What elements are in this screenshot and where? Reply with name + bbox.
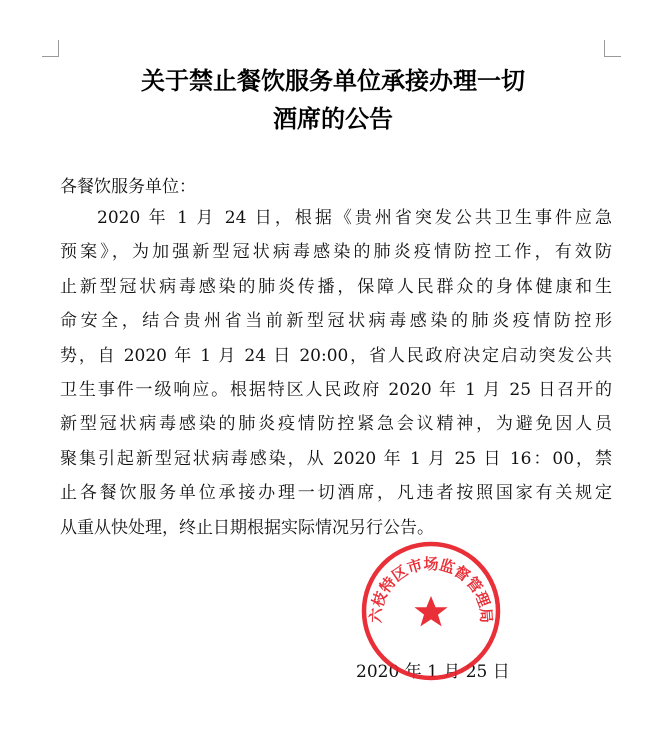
official-seal — [360, 540, 502, 682]
title-line-1: 关于禁止餐饮服务单位承接办理一切 — [141, 67, 525, 95]
notice-body — [60, 203, 612, 547]
body-line-7: 新型冠状病毒感染的肺炎疫情防控紧急会议精神，为避免因人员 — [60, 414, 612, 435]
body-line-4: 命安全，结合贵州省当前新型冠状病毒感染的肺炎疫情防控形 — [60, 311, 612, 332]
body-line-8: 聚集引起新型冠状病毒感染，从 2020 年 1 月 25 日 16：00，禁 — [60, 448, 612, 469]
body-line-9: 止各餐饮服务单位承接办理一切酒席，凡违者按照国家有关规定 — [60, 483, 612, 504]
body-line-10: 从重从快处理，终止日期根据实际情况另行公告。 — [60, 517, 434, 538]
title-line-2: 酒席的公告 — [273, 105, 393, 133]
crop-mark-top-left — [42, 40, 59, 57]
crop-mark-top-right — [604, 40, 621, 57]
body-line-5: 势，自 2020 年 1 月 24 日 20:00，省人民政府决定启动突发公共 — [60, 345, 612, 366]
body-line-3: 止新型冠状病毒感染的肺炎传播，保障人民群众的身体健康和生 — [60, 276, 612, 297]
notice-date: 2020 年 1 月 25 日 — [356, 662, 510, 682]
seal-text: 六枝特区市场监督管理局 — [366, 554, 496, 624]
body-line-2: 预案》，为加强新型冠状病毒感染的肺炎疫情防控工作，有效防 — [60, 242, 612, 263]
body-line-6: 卫生事件一级响应。根据特区人民政府 2020 年 1 月 25 日召开的 — [60, 379, 612, 400]
body-line-1: 2020 年 1 月 24 日，根据《贵州省突发公共卫生事件应急 — [97, 208, 612, 228]
salutation: 各餐饮服务单位： — [60, 177, 196, 197]
notice-title — [40, 62, 626, 138]
seal-star-icon — [414, 596, 447, 626]
